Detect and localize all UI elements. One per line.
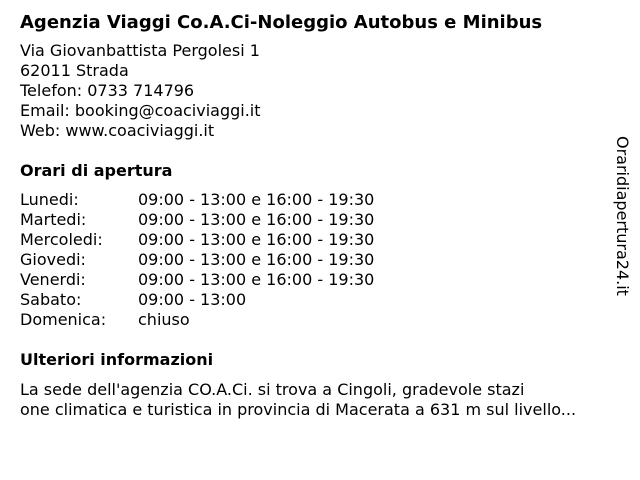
day-label: Sabato: <box>20 290 82 309</box>
description-line: La sede dell'agenzia CO.A.Ci. si trova a Cingoli, gradevole stazi <box>20 380 525 399</box>
day-hours: 09:00 - 13:00 e 16:00 - 19:30 <box>138 270 375 289</box>
email-address: Email: booking@coaciviaggi.it <box>20 101 261 120</box>
hours-row <box>20 190 374 210</box>
hours-row <box>20 210 374 230</box>
hours-row <box>20 250 374 270</box>
address-city: 62011 Strada <box>20 61 129 80</box>
day-hours: 09:00 - 13:00 e 16:00 - 19:30 <box>138 250 375 269</box>
website: Web: www.coaciviaggi.it <box>20 121 215 140</box>
day-label: Domenica: <box>20 310 107 329</box>
hours-row <box>20 270 374 290</box>
day-hours: 09:00 - 13:00 e 16:00 - 19:30 <box>138 210 375 229</box>
day-label: Venerdi: <box>20 270 86 289</box>
day-hours: 09:00 - 13:00 e 16:00 - 19:30 <box>138 190 375 209</box>
day-label: Giovedi: <box>20 250 86 269</box>
site-watermark: Oraridiapertura24.it <box>613 136 632 296</box>
opening-hours-heading: Orari di apertura <box>20 161 173 180</box>
day-label: Lunedi: <box>20 190 79 209</box>
hours-row <box>20 310 374 330</box>
business-name: Agenzia Viaggi Co.A.Ci-Noleggio Autobus e Minibus <box>20 12 543 33</box>
day-label: Mercoledi: <box>20 230 103 249</box>
address-street: Via Giovanbattista Pergolesi 1 <box>20 41 260 60</box>
description <box>20 380 620 420</box>
contact-block <box>20 41 620 141</box>
day-hours: 09:00 - 13:00 e 16:00 - 19:30 <box>138 230 375 249</box>
hours-row <box>20 290 374 310</box>
more-info-heading: Ulteriori informazioni <box>20 350 214 369</box>
description-line: one climatica e turistica in provincia di Macerata a 631 m sul livello... <box>20 400 577 419</box>
day-hours: 09:00 - 13:00 <box>138 290 247 309</box>
phone-number: Telefon: 0733 714796 <box>20 81 195 100</box>
hours-row <box>20 230 374 250</box>
opening-hours-table <box>20 190 374 330</box>
day-hours: chiuso <box>138 310 190 329</box>
day-label: Martedi: <box>20 210 87 229</box>
business-card <box>20 10 620 420</box>
